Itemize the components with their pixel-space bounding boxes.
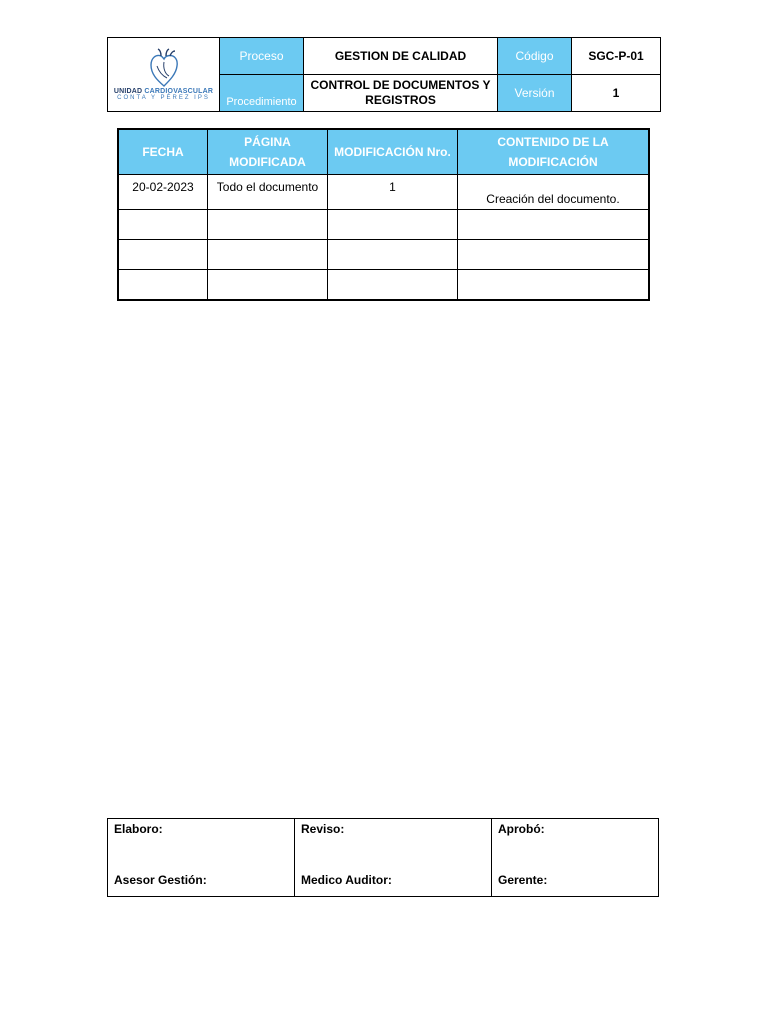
table-cell [328,210,458,240]
table-cell: Creación del documento. [458,175,650,210]
proceso-label: Proceso [220,38,304,75]
table-cell [208,270,328,301]
table-row [118,240,649,270]
signature-aprobo [492,819,659,897]
table-cell [328,240,458,270]
table-cell [118,240,208,270]
signature-title: Reviso: [301,822,345,836]
company-logo [108,38,220,112]
table-header-row [118,129,649,175]
table-row [118,175,649,210]
procedimiento-value: CONTROL DE DOCUMENTOS Y REGISTROS [304,75,498,112]
signature-title: Elaboro: [114,822,163,836]
signature-table [107,818,659,897]
table-cell [208,240,328,270]
procedimiento-label: Procedimiento [220,75,304,112]
document-header [107,37,661,112]
codigo-label: Código [498,38,572,75]
table-cell [208,210,328,240]
logo-name: UNIDAD CARDIOVASCULAR [113,88,214,95]
column-header-fecha: FECHA [118,129,208,175]
table-cell [118,210,208,240]
modifications-table [117,128,650,301]
heart-icon [147,48,181,88]
table-cell [458,270,650,301]
signature-role: Medico Auditor: [301,873,392,887]
table-cell [118,270,208,301]
table-row [118,270,649,301]
table-cell [458,240,650,270]
version-label: Versión [498,75,572,112]
table-cell [328,270,458,301]
signature-title: Aprobó: [498,822,545,836]
signature-reviso [295,819,492,897]
logo-subtitle: CONTA Y PÉREZ IPS [117,95,210,101]
table-cell: 1 [328,175,458,210]
signature-elaboro [108,819,295,897]
table-row [118,210,649,240]
version-value: 1 [572,75,661,112]
signature-role: Gerente: [498,873,548,887]
signature-role: Asesor Gestión: [114,873,207,887]
proceso-value: GESTION DE CALIDAD [304,38,498,75]
table-cell: Todo el documento [208,175,328,210]
codigo-value: SGC-P-01 [572,38,661,75]
column-header-contenido: CONTENIDO DE LA MODIFICACIÓN [458,129,650,175]
column-header-pagina: PÁGINA MODIFICADA [208,129,328,175]
column-header-modificacion: MODIFICACIÓN Nro. [328,129,458,175]
table-cell: 20-02-2023 [118,175,208,210]
table-cell [458,210,650,240]
